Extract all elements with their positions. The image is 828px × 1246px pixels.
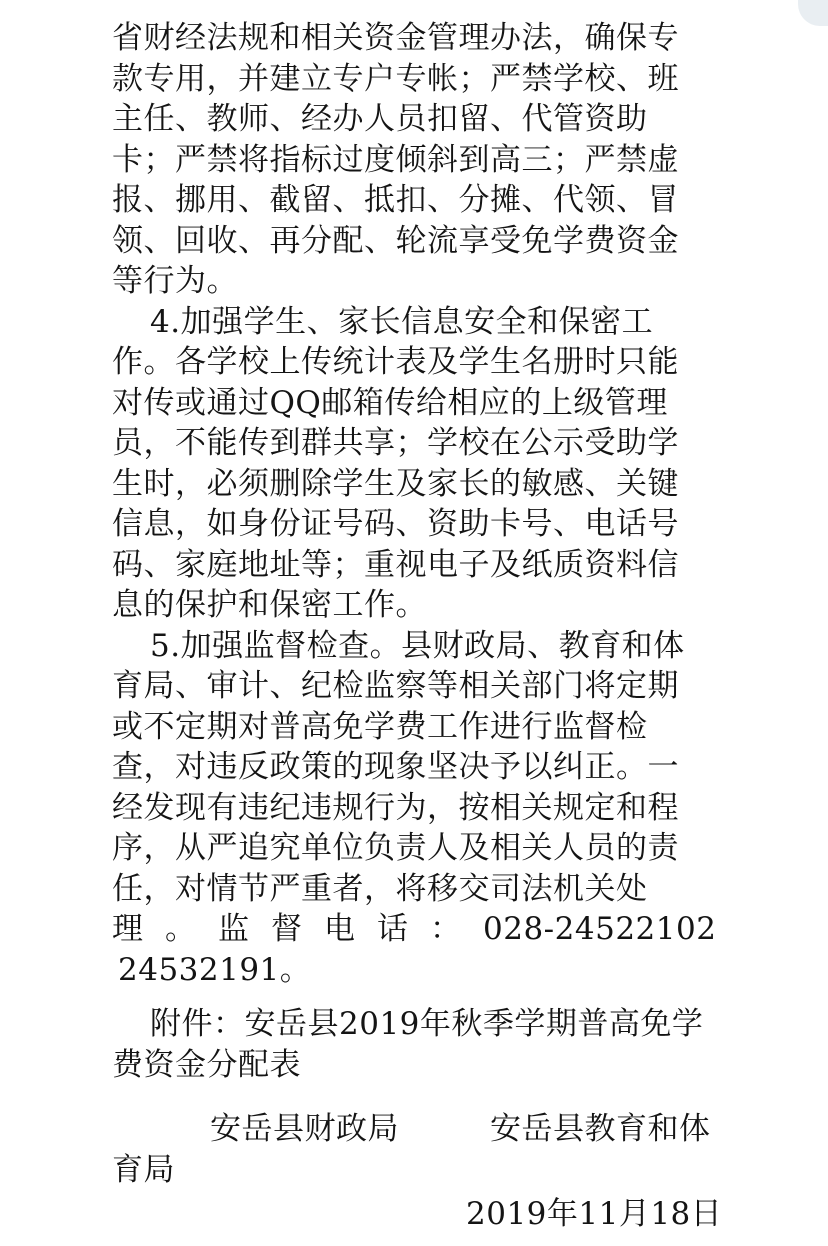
item-4-line-5: 生时，必须删除学生及家长的敏感、关键 xyxy=(112,465,679,502)
phone-number-2: 24532191。 xyxy=(118,951,312,988)
signer-education-bureau-1: 安岳县教育和体 xyxy=(490,1111,711,1147)
item-4-line-4: 员，不能传到群共享；学校在公示受助学 xyxy=(112,425,679,461)
phone-number-1: 028-24522102 xyxy=(483,911,717,947)
attachment-line-2: 费资金分配表 xyxy=(112,1046,301,1083)
item-4-line-6: 信息，如身份证号码、资助卡号、电话号 xyxy=(112,506,679,542)
item-4-line-2: 作。各学校上传统计表及学生名册时只能 xyxy=(112,344,679,380)
item-4-line-7: 码、家庭地址等；重视电子及纸质资料信 xyxy=(112,546,679,583)
body-line-2: 款专用，并建立专户专帐；严禁学校、班 xyxy=(112,60,679,97)
body-line-4: 卡；严禁将指标过度倾斜到高三；严禁虚 xyxy=(112,141,679,178)
item-5-line-5: 经发现有违纪违规行为，按相关规定和程 xyxy=(112,789,679,826)
body-line-7: 等行为。 xyxy=(112,263,238,299)
body-line-6: 领、回收、再分配、轮流享受免学费资金 xyxy=(112,222,679,259)
item-5-line-2: 育局、审计、纪检监察等相关部门将定期 xyxy=(112,668,679,704)
body-line-1: 省财经法规和相关资金管理办法，确保专 xyxy=(112,20,679,56)
issue-date: 2019年11月18日 xyxy=(466,1196,723,1232)
item-5-line-3: 或不定期对普高免学费工作进行监督检 xyxy=(112,708,648,745)
signer-finance-bureau: 安岳县财政局 xyxy=(210,1111,399,1147)
item-5-heading: 5.加强监督检查。县财政局、教育和体 xyxy=(150,627,685,664)
attachment-line-1: 附件：安岳县2019年秋季学期普高免学 xyxy=(150,1006,704,1042)
item-5-line-4: 查，对违反政策的现象坚决予以纠正。一 xyxy=(112,749,679,785)
supervision-prefix: 理。监督电话： xyxy=(112,911,483,947)
body-line-3: 主任、教师、经办人员扣留、代管资助 xyxy=(112,101,648,137)
body-line-5: 报、挪用、截留、抵扣、分摊、代领、冒 xyxy=(112,182,679,218)
item-5-line-6: 序，从严追究单位负责人及相关人员的责 xyxy=(112,830,679,866)
signer-education-bureau-2: 育局 xyxy=(112,1151,175,1188)
item-4-heading: 4.加强学生、家长信息安全和保密工 xyxy=(150,303,654,340)
item-4-line-8: 息的保护和保密工作。 xyxy=(112,587,427,623)
item-5-line-7: 任，对情节严重者，将移交司法机关处 xyxy=(112,870,648,907)
item-4-line-3: 对传或通过QQ邮箱传给相应的上级管理 xyxy=(112,384,668,421)
